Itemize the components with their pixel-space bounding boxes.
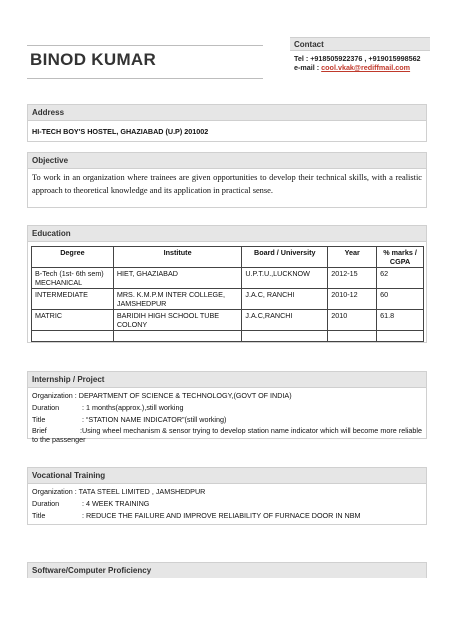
objective-section	[27, 152, 427, 208]
vocational-section	[27, 467, 427, 525]
cell-degree: B-Tech (1st- 6th sem) MECHANICAL	[32, 268, 114, 289]
education-table	[31, 246, 424, 342]
cell-marks: 61.8	[377, 310, 424, 331]
table-row	[32, 268, 424, 289]
software-section	[27, 562, 427, 578]
vocational-duration-value: : 4 WEEK TRAINING	[82, 499, 150, 508]
address-text: HI-TECH BOY'S HOSTEL, GHAZIABAD (U.P) 201002	[32, 127, 209, 136]
internship-org-row	[32, 391, 422, 400]
cell-institute	[113, 331, 242, 342]
cell-year: 2012-15	[328, 268, 377, 289]
cell-institute: BARIDIH HIGH SCHOOL TUBE COLONY	[113, 310, 242, 331]
table-row	[32, 331, 424, 342]
col-marks: % marks / CGPA	[377, 247, 424, 268]
email-label: e-mail :	[294, 63, 320, 72]
cell-institute: MRS. K.M.P.M INTER COLLEGE, JAMSHEDPUR	[113, 289, 242, 310]
col-board: Board / University	[242, 247, 328, 268]
cell-marks: 60	[377, 289, 424, 310]
internship-duration-label: Duration	[32, 403, 60, 412]
internship-duration-value: : 1 months(approx.),still working	[82, 403, 184, 412]
vocational-duration-label: Duration	[32, 499, 60, 508]
cell-degree: MATRIC	[32, 310, 114, 331]
cell-marks	[377, 331, 424, 342]
vocational-title-row	[32, 511, 422, 520]
education-heading: Education	[28, 226, 426, 242]
table-row	[32, 310, 424, 331]
cell-year: 2010-12	[328, 289, 377, 310]
email-link[interactable]: cool.vkak@rediffmail.com	[321, 63, 411, 72]
candidate-name: BINOD KUMAR	[30, 50, 157, 69]
table-row	[32, 289, 424, 310]
education-header-row	[32, 247, 424, 268]
vocational-title-value: : REDUCE THE FAILURE AND IMPROVE RELIABILITY OF FURNACE DOOR IN NBM	[82, 511, 361, 520]
internship-brief-row	[32, 426, 422, 444]
objective-text: To work in an organization where trainees are given opportunities to develop their technical skills, with a realistic approach to theoretical knowledge and its application in practical sense.	[32, 173, 422, 195]
objective-heading: Objective	[28, 153, 426, 169]
cell-year: 2010	[328, 310, 377, 331]
header-rule-top	[27, 45, 263, 46]
address-heading: Address	[28, 105, 426, 121]
internship-section	[27, 371, 427, 444]
cell-year	[328, 331, 377, 342]
internship-org-value: : DEPARTMENT OF SCIENCE & TECHNOLOGY,(GOVT OF INDIA)	[74, 391, 292, 400]
cell-degree	[32, 331, 114, 342]
col-year: Year	[328, 247, 377, 268]
vocational-title-label: Title	[32, 511, 46, 520]
address-section	[27, 104, 427, 142]
internship-title-label: Title	[32, 415, 46, 424]
cell-marks: 62	[377, 268, 424, 289]
cell-board: U.P.T.U.,LUCKNOW	[242, 268, 328, 289]
vocational-heading: Vocational Training	[28, 468, 426, 484]
internship-brief-value: :Using wheel mechanism & sensor trying to develop station name indicator which will become more reliable to the passenger	[32, 426, 422, 444]
header-rule-bottom	[27, 78, 263, 79]
internship-duration-row	[32, 403, 422, 412]
col-degree: Degree	[32, 247, 114, 268]
col-institute: Institute	[113, 247, 242, 268]
cell-board: J.A.C,RANCHI	[242, 310, 328, 331]
vocational-org-label: Organization	[32, 487, 73, 496]
cell-board	[242, 331, 328, 342]
software-heading: Software/Computer Proficiency	[28, 563, 426, 578]
internship-org-label: Organization	[32, 391, 73, 400]
internship-heading: Internship / Project	[28, 372, 426, 388]
cell-institute: HIET, GHAZIABAD	[113, 268, 242, 289]
cell-board: J.A.C, RANCHI	[242, 289, 328, 310]
contact-heading: Contact	[290, 37, 430, 51]
internship-title-row	[32, 415, 422, 424]
contact-email-line	[294, 63, 410, 72]
internship-brief-label: Brief	[32, 426, 47, 435]
vocational-org-value: : TATA STEEL LIMITED , JAMSHEDPUR	[74, 487, 206, 496]
vocational-org-row	[32, 487, 422, 496]
cell-degree: INTERMEDIATE	[32, 289, 114, 310]
vocational-duration-row	[32, 499, 422, 508]
internship-title-value: : “STATION NAME INDICATOR”(still working)	[82, 415, 227, 424]
contact-phone: Tel : +918505922376 , +919015998562	[294, 54, 421, 63]
